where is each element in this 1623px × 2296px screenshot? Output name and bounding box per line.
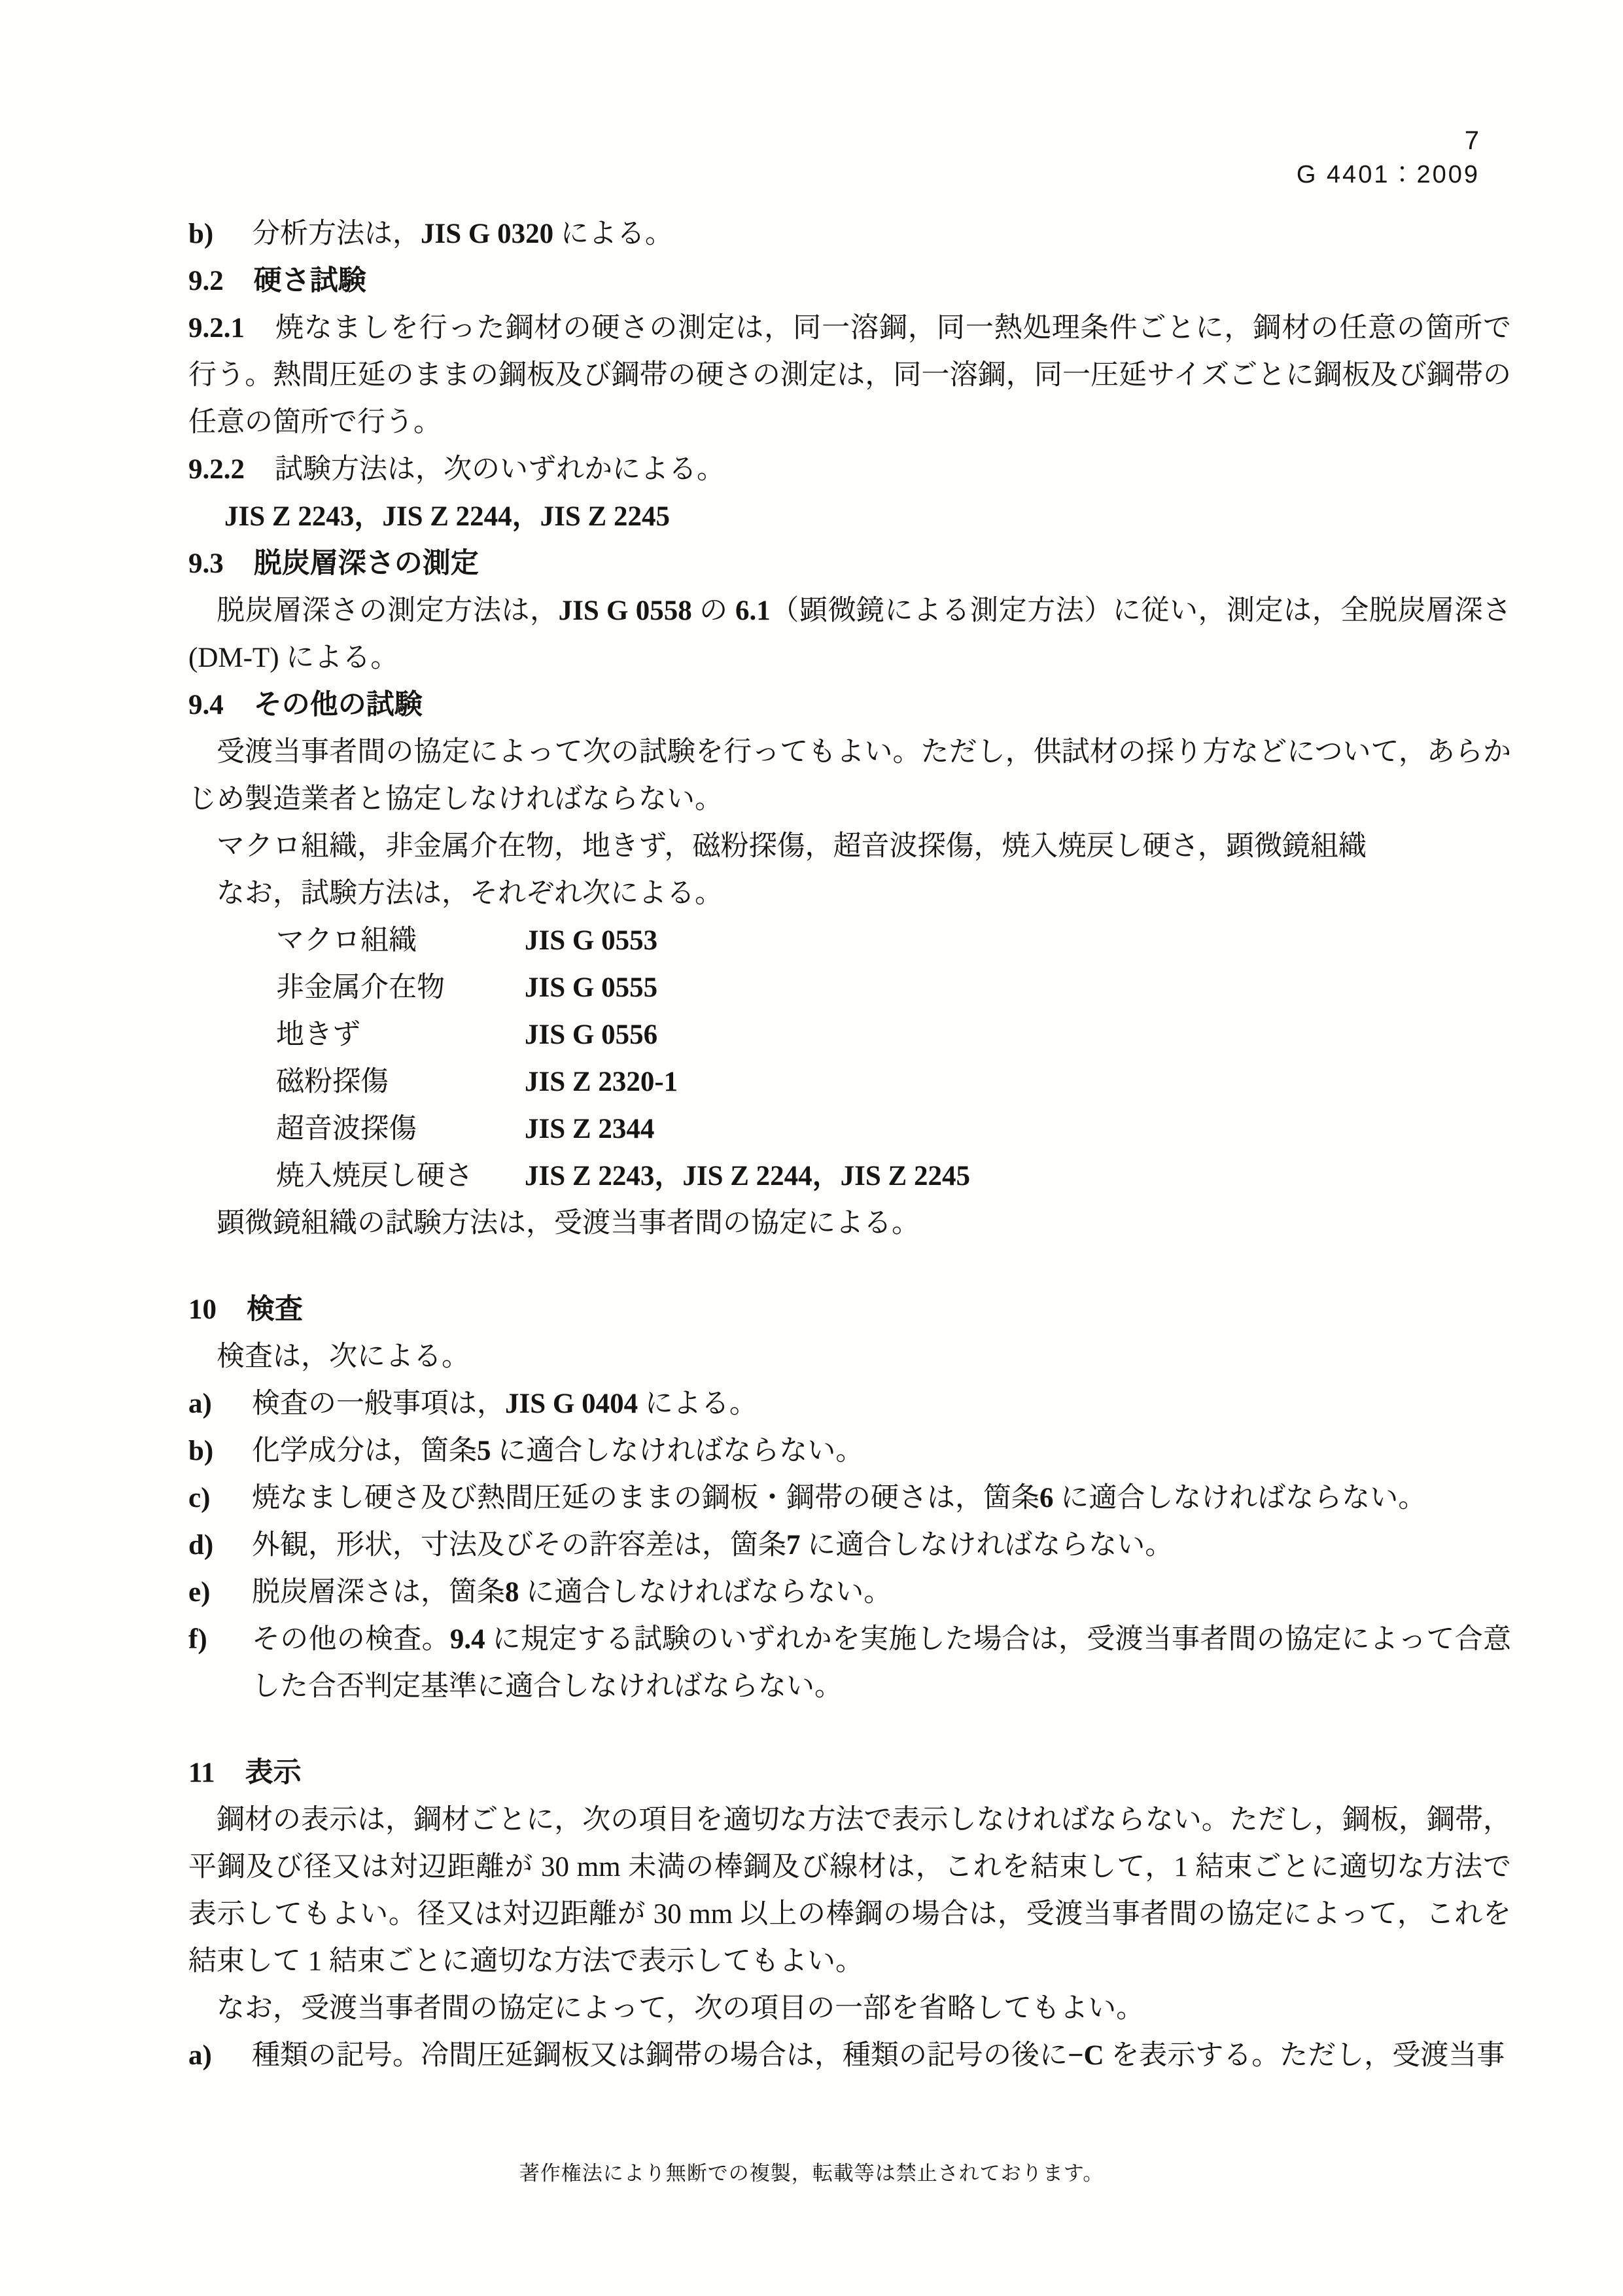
paragraph-9-2-2 — [188, 446, 1511, 493]
clause-ref: 7 — [786, 1530, 801, 1561]
item-label: b) — [188, 1436, 214, 1466]
test-name: 非金属介在物 — [276, 972, 445, 1003]
page-header — [1297, 126, 1480, 194]
jis-ref: JIS Z 2344 — [525, 1114, 655, 1144]
item-label: e) — [188, 1577, 211, 1608]
jis-ref: JIS Z 2320-1 — [525, 1067, 678, 1097]
text-run: 検査の一般事項は， — [252, 1388, 505, 1419]
test-method-row — [188, 1106, 1511, 1153]
heading-title: 検査 — [247, 1294, 303, 1325]
item-text — [252, 2032, 1511, 2079]
text-run: 化学成分は，箇条 — [252, 1436, 477, 1466]
text-run: 脱炭層深さは，箇条 — [252, 1577, 505, 1608]
test-method-row — [188, 1012, 1511, 1059]
text-run: を表示する。ただし，受渡当事 — [1104, 2040, 1505, 2071]
doc-code: G 4401：2009 — [1296, 161, 1480, 188]
clause-ref: 5 — [477, 1436, 491, 1466]
jis-ref: JIS G 0556 — [525, 1019, 658, 1050]
inspection-item-b — [188, 1428, 1511, 1475]
item-text — [252, 1616, 1511, 1710]
clause-number: 9.2.1 — [188, 313, 245, 344]
copyright-notice: 著作権法により無断での複製，転載等は禁止されております。 — [519, 2162, 1104, 2185]
clause-number: 9.2.2 — [188, 454, 245, 485]
text-run: 分析方法は， — [252, 219, 421, 249]
item-label: d) — [188, 1530, 214, 1561]
jis-ref: JIS G 0558 — [558, 595, 692, 626]
heading-number: 11 — [188, 1757, 215, 1788]
heading-10 — [188, 1286, 1511, 1333]
heading-title: 硬さ試験 — [253, 266, 366, 296]
test-method-row — [188, 1059, 1511, 1106]
heading-title: 表示 — [245, 1757, 302, 1788]
item-b-analysis — [188, 211, 1511, 258]
jis-ref: JIS Z 2243，JIS Z 2244，JIS Z 2245 — [525, 1161, 970, 1192]
item-label: f) — [188, 1624, 207, 1655]
page-footer — [0, 2157, 1623, 2186]
text-run: に適合しなければならない。 — [491, 1436, 864, 1466]
paragraph-11-1: 鋼材の表示は，鋼材ごとに，次の項目を適切な方法で表示しなければならない。ただし，鋼板，鋼帯，平鋼及び径又は対辺距離が 30 mm 未満の棒鋼及び線材は，これを結束して，1 結束ごとに適切な方法で表示してもよい。径又は対辺距離が 30 mm 以上の棒鋼の場合は，受渡当事者間の協定によって，これを結束して 1 結束ごとに適切な方法で表示してもよい。 — [188, 1805, 1511, 1977]
test-name: マクロ組織 — [276, 925, 417, 956]
item-label: a) — [188, 1388, 212, 1419]
text-run: に適合しなければならない。 — [800, 1530, 1174, 1561]
item-text — [252, 1475, 1511, 1522]
inspection-item-e — [188, 1569, 1511, 1616]
inspection-item-a — [188, 1381, 1511, 1428]
text-run: 外観，形状，寸法及びその許容差は，箇条 — [252, 1530, 786, 1561]
paragraph-9-4-1: 受渡当事者間の協定によって次の試験を行ってもよい。ただし，供試材の採り方などについて，あらかじめ製造業者と協定しなければならない。 — [188, 737, 1511, 815]
text-run: の — [691, 595, 735, 626]
text-run: に適合しなければならない。 — [1053, 1483, 1427, 1513]
paragraph-11-2: なお，受渡当事者間の協定によって，次の項目の一部を省略してもよい。 — [217, 1993, 1145, 2024]
heading-title: その他の試験 — [253, 690, 423, 720]
text-run: （顕微鏡による測定方法）に従い，測定は，全脱炭層深さ (DM-T) による。 — [188, 595, 1512, 673]
item-text — [252, 211, 1511, 258]
heading-number: 9.3 — [188, 548, 224, 579]
heading-9-2 — [188, 258, 1511, 305]
heading-number: 10 — [188, 1294, 217, 1325]
inspection-item-d — [188, 1522, 1511, 1569]
test-name: 超音波探傷 — [276, 1114, 417, 1144]
text-run: 種類の記号。冷間圧延鋼板又は鋼帯の場合は，種類の記号の後に — [252, 2040, 1068, 2071]
inspection-item-f — [188, 1616, 1511, 1710]
test-method-row — [188, 964, 1511, 1012]
item-label: a) — [188, 2040, 212, 2071]
heading-title: 脱炭層深さの測定 — [253, 548, 479, 579]
paragraph-9-4-2: マクロ組織，非金属介在物，地きず，磁粉探傷，超音波探傷，焼入焼戻し硬さ，顕微鏡組織 — [217, 831, 1367, 862]
text-run: に適合しなければならない。 — [519, 1577, 892, 1608]
page-number: 7 — [1464, 126, 1480, 155]
test-method-row — [188, 1153, 1511, 1200]
clause-ref: 6 — [1039, 1483, 1054, 1513]
paragraph-9-4-3: なお，試験方法は，それぞれ次による。 — [217, 878, 723, 909]
jis-ref: JIS G 0555 — [525, 972, 658, 1003]
heading-9-3 — [188, 540, 1511, 588]
symbol-ref: −C — [1068, 2040, 1104, 2071]
test-method-list — [188, 917, 1511, 1200]
text-run: その他の検査。 — [252, 1624, 450, 1655]
item-label: b) — [188, 219, 214, 249]
jis-ref: JIS G 0404 — [505, 1388, 638, 1419]
paragraph-10-intro: 検査は，次による。 — [217, 1341, 470, 1372]
heading-11 — [188, 1750, 1511, 1797]
item-text — [252, 1428, 1511, 1475]
jis-ref: JIS G 0320 — [421, 219, 554, 249]
test-method-row — [188, 917, 1511, 964]
inspection-item-c — [188, 1475, 1511, 1522]
text-run: 焼なましを行った鋼材の硬さの測定は，同一溶鋼，同一熱処理条件ごとに，鋼材の任意の箇所で行う。熱間圧延のままの鋼板及び鋼帯の硬さの測定は，同一溶鋼，同一圧延サイズごとに鋼板及び鋼帯の任意の箇所で行う。 — [188, 313, 1511, 438]
text-run: に規定する試験のいずれかを実施した場合は，受渡当事者間の協定によって合意した合否判定基準に適合しなければならない。 — [252, 1624, 1512, 1702]
item-text — [252, 1381, 1511, 1428]
text-run: による。 — [553, 219, 673, 249]
item-text — [252, 1569, 1511, 1616]
test-name: 磁粉探傷 — [276, 1067, 389, 1097]
test-name: 地きず — [276, 1019, 360, 1050]
marking-item-a — [188, 2032, 1511, 2079]
paragraph-9-3 — [188, 588, 1511, 682]
text-run: 焼なまし硬さ及び熱間圧延のままの鋼板・鋼帯の硬さは，箇条 — [252, 1483, 1039, 1513]
paragraph-9-2-1 — [188, 305, 1511, 446]
jis-ref: JIS G 0553 — [525, 925, 658, 956]
hardness-test-standards: JIS Z 2243，JIS Z 2244，JIS Z 2245 — [224, 501, 670, 532]
heading-number: 9.2 — [188, 266, 224, 296]
text-run: 脱炭層深さの測定方法は， — [217, 595, 559, 626]
clause-ref: 6.1 — [735, 595, 771, 626]
document-content — [188, 211, 1511, 2079]
clause-ref: 8 — [505, 1577, 519, 1608]
text-run: による。 — [638, 1388, 758, 1419]
test-name: 焼入焼戻し硬さ — [276, 1161, 473, 1192]
heading-number: 9.4 — [188, 690, 224, 720]
clause-ref: 9.4 — [449, 1624, 485, 1655]
item-text — [252, 1522, 1511, 1569]
item-label: c) — [188, 1483, 211, 1513]
heading-9-4 — [188, 682, 1511, 729]
paragraph-9-4-4: 顕微鏡組織の試験方法は，受渡当事者間の協定による。 — [217, 1208, 920, 1239]
text-run: 試験方法は，次のいずれかによる。 — [275, 454, 725, 485]
